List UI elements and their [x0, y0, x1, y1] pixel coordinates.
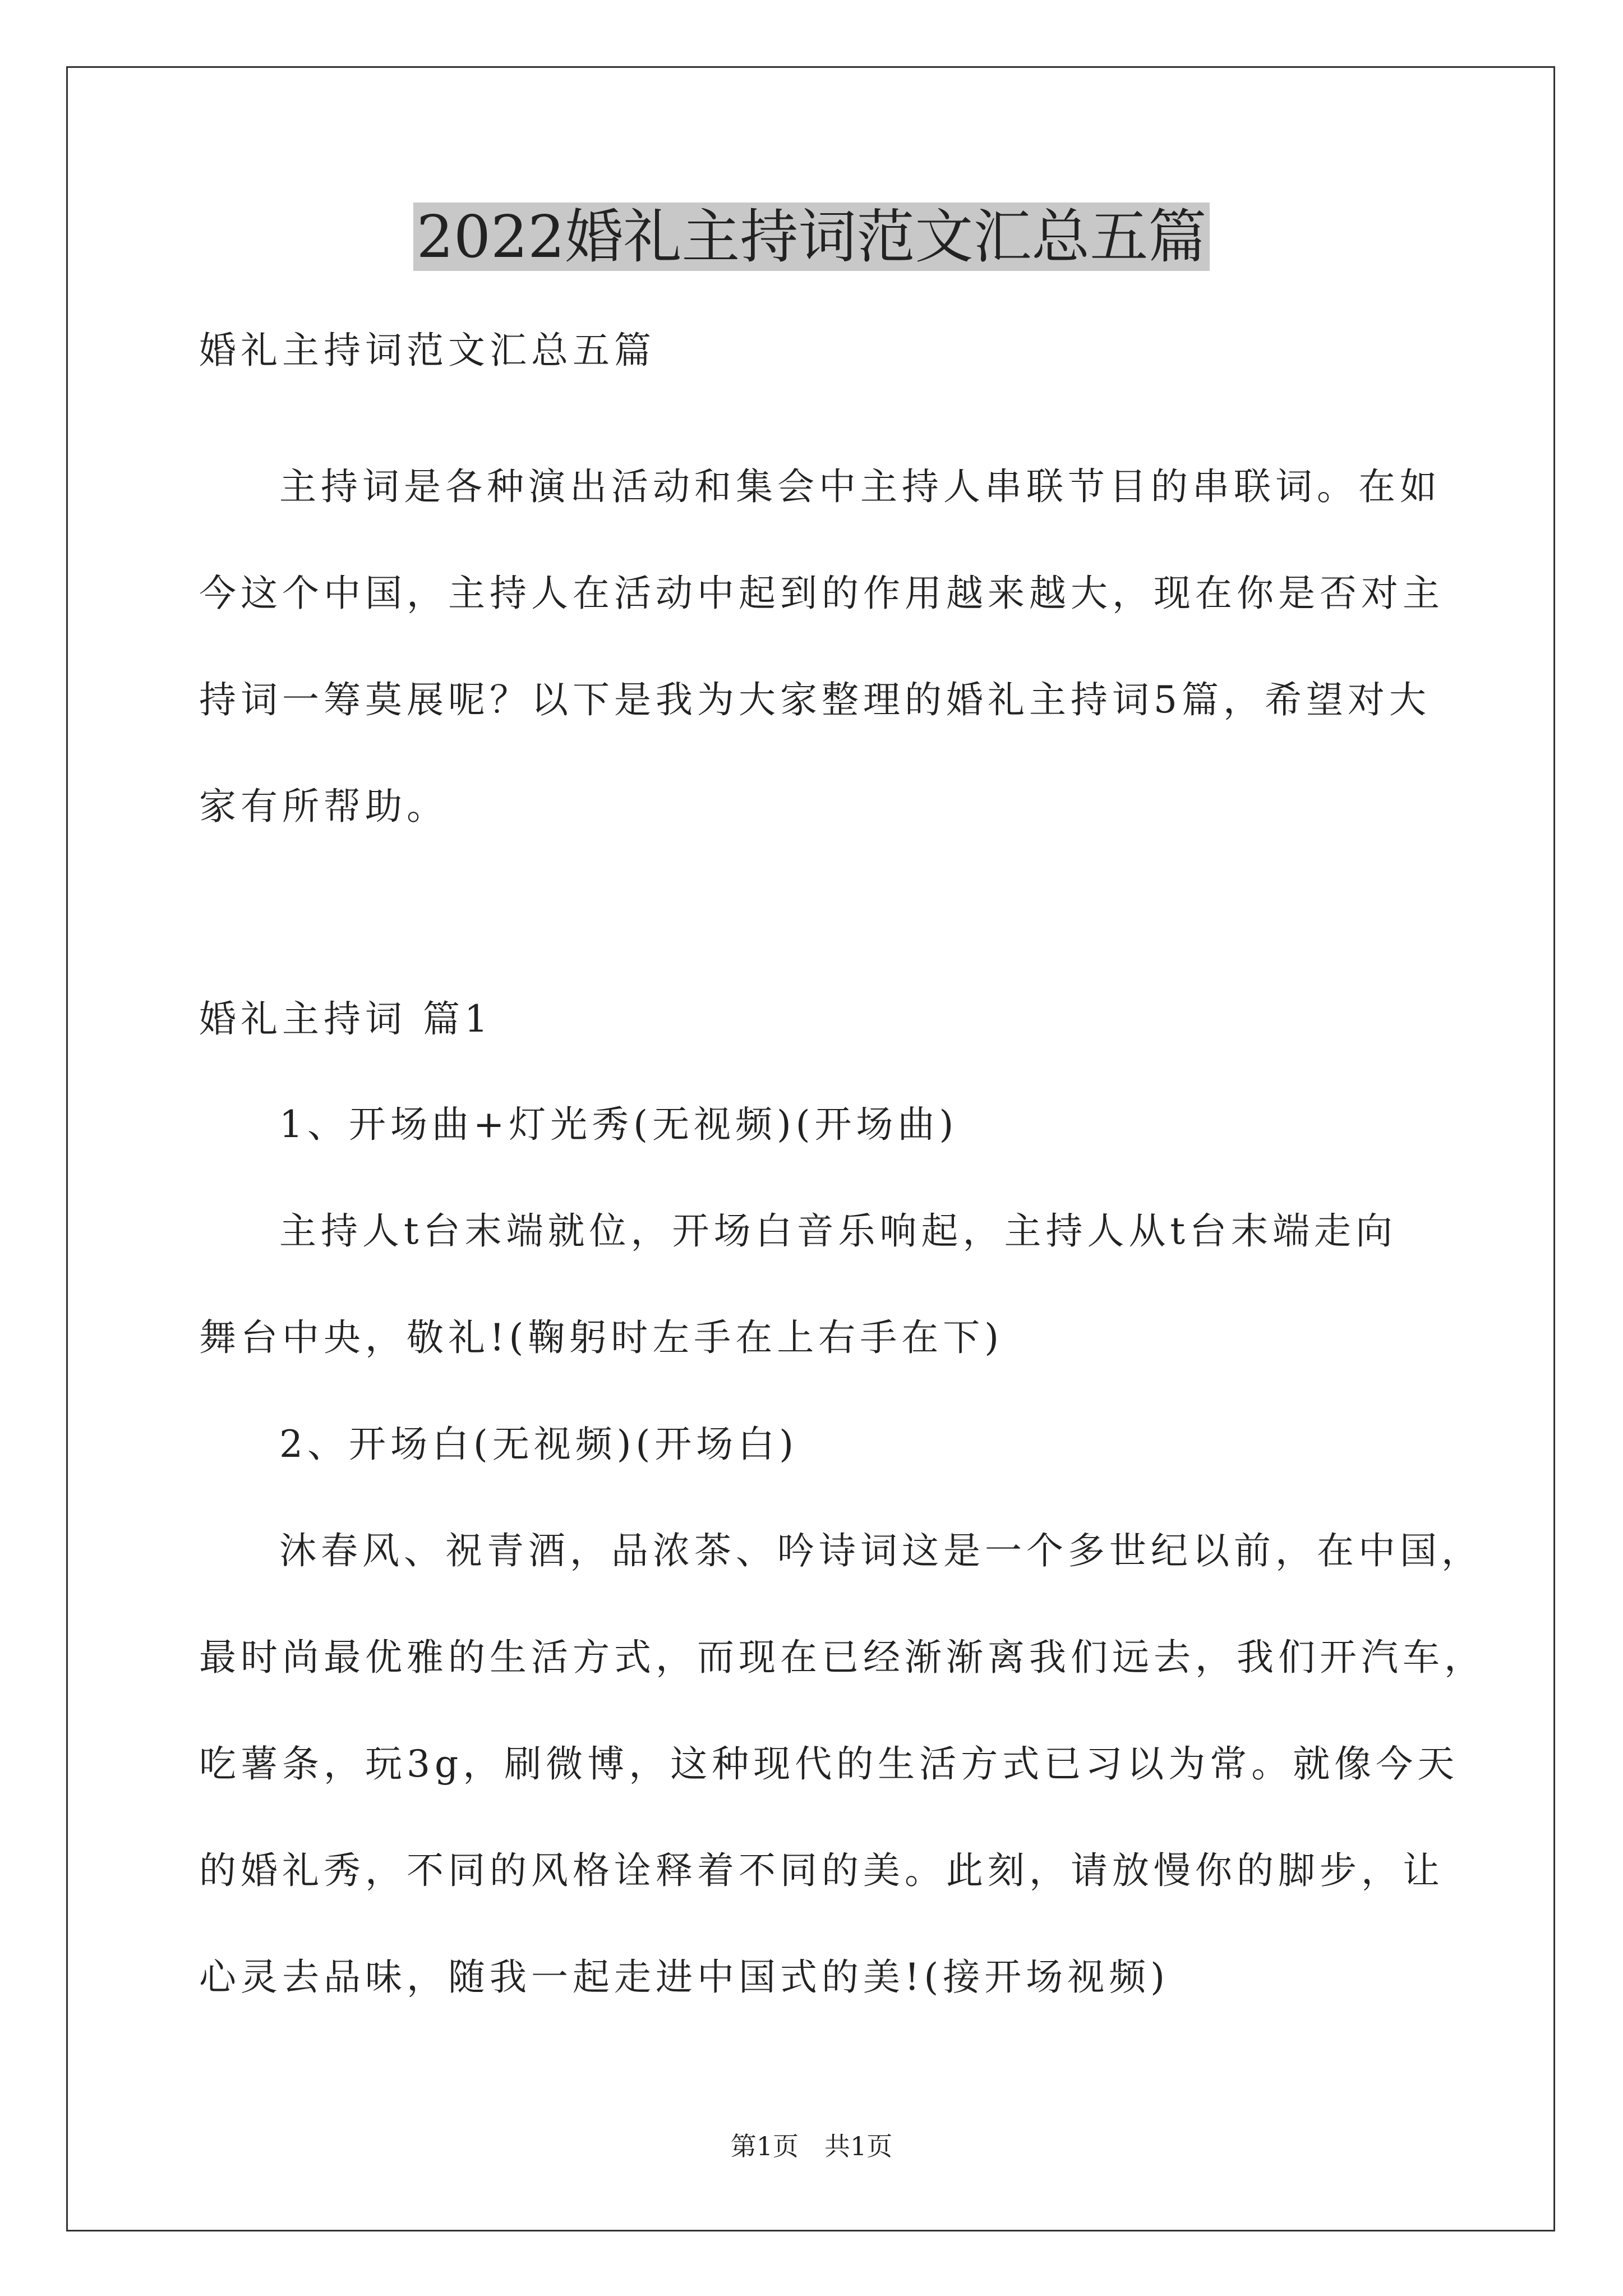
paragraph-line: 心灵去品味，随我一起走进中国式的美!(接开场视频): [199, 1955, 1170, 1999]
paragraph-line: 主持人t台末端就位，开场白音乐响起，主持人从t台末端走向: [279, 1209, 1398, 1253]
paragraph-line: 沐春风、祝青酒，品浓茶、吟诗词这是一个多世纪以前，在中国，: [279, 1529, 1483, 1572]
paragraph-line: 持词一筹莫展呢？以下是我为大家整理的婚礼主持词5篇，希望对大: [199, 678, 1431, 721]
paragraph-line: 吃薯条，玩3g，刷微博，这种现代的生活方式已习以为常。就像今天: [199, 1742, 1459, 1786]
document-title: [0, 197, 1623, 276]
subtitle-line: 婚礼主持词范文汇总五篇: [199, 329, 656, 372]
paragraph-line: 1、开场曲+灯光秀(无视频)(开场曲): [279, 1103, 958, 1146]
section-heading: 婚礼主持词 篇1: [199, 997, 492, 1041]
paragraph-line: 舞台中央，敬礼!(鞠躬时左手在上右手在下): [199, 1316, 1004, 1359]
paragraph-line: 家有所帮助。: [199, 785, 448, 828]
paragraph-line: 主持词是各种演出活动和集会中主持人串联节目的串联词。在如: [279, 465, 1441, 508]
paragraph-line: 2、开场白(无视频)(开场白): [279, 1423, 798, 1466]
paragraph-line: 最时尚最优雅的生活方式，而现在已经渐渐离我们远去，我们开汽车，: [199, 1636, 1486, 1679]
paragraph-line: 今这个中国，主持人在活动中起到的作用越来越大，现在你是否对主: [199, 572, 1444, 615]
page-footer: 第1页 共1页: [730, 2131, 893, 2161]
paragraph-line: 的婚礼秀，不同的风格诠释着不同的美。此刻，请放慢你的脚步，让: [199, 1849, 1444, 1892]
document-title-text: 2022婚礼主持词范文汇总五篇: [413, 203, 1210, 271]
